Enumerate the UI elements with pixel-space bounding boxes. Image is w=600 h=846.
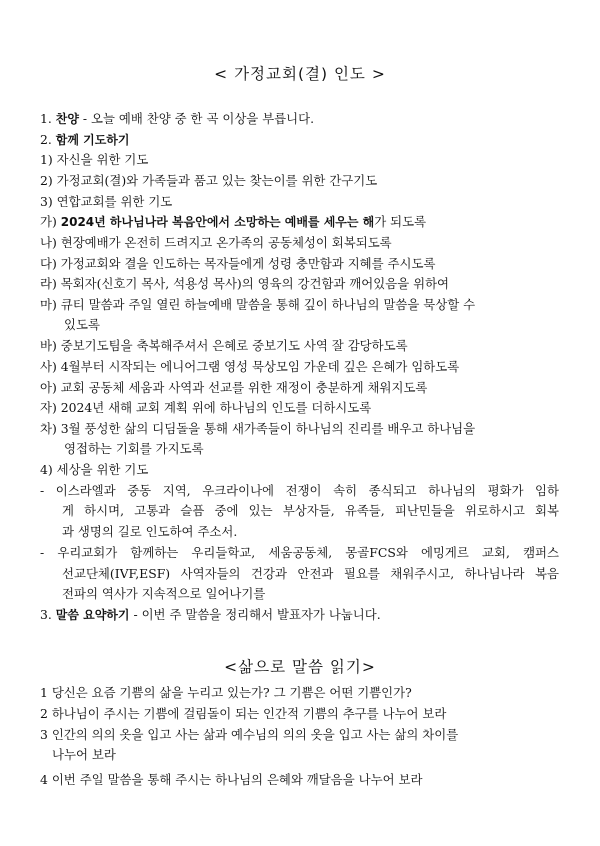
item-number: 1.: [40, 111, 56, 126]
prayer-world-2-cont: 선교단체(IVF,ESF) 사역자들의 건강과 안전과 필요를 채워주시고, 하나님나라 복음: [62, 566, 559, 581]
prayer-church-ja: 자) 2024년 새해 교회 계획 위에 하나님의 인도를 더하시도록: [40, 400, 372, 415]
prayer-self: 1) 자신을 위한 기도: [40, 152, 149, 167]
item-heading: 함께 기도하기: [55, 133, 130, 147]
item-text: - 이번 주 말씀을 정리해서 발표자가 나눕니다.: [129, 607, 381, 622]
reading-question-3-cont: 나누어 보라: [52, 747, 116, 762]
prayer-world: 4) 세상을 위한 기도: [40, 462, 149, 477]
prayer-church-cha: 차) 3월 풍성한 삶의 디딤돌을 통해 새가족들이 하나님의 진리를 배우고 하나님을: [40, 421, 476, 436]
guide-item-1: [40, 111, 314, 127]
prayer-church-ga: [40, 214, 426, 230]
prayer-church-ma: 마) 큐티 말씀과 주일 열린 하늘예배 말씀을 통해 깊이 하나님의 말씀을 묵상할 수: [40, 297, 476, 312]
item-text: - 오늘 예배 찬양 중 한 곡 이상을 부릅니다.: [78, 111, 315, 126]
prayer-church-da: 다) 가정교회와 결을 인도하는 목자들에게 성령 충만함과 지혜를 주시도록: [40, 256, 436, 271]
reading-question-1: 1 당신은 요즘 기쁨의 삶을 누리고 있는가? 그 기쁨은 어떤 기쁨인가?: [40, 685, 412, 700]
prayer-church-na: 나) 현장예배가 온전히 드려지고 온가족의 공동체성이 회복되도록: [40, 235, 392, 250]
prayer-church: 3) 연합교회를 위한 기도: [40, 194, 173, 209]
reading-question-2: 2 하나님이 주시는 기쁨에 걸림돌이 되는 인간적 기쁨의 추구를 나누어 보라: [40, 706, 447, 721]
prayer-world-2-end: 전파의 역사가 지속적으로 일어나기를: [62, 586, 266, 601]
reading-question-3: 3 인간의 의의 옷을 입고 사는 삶과 예수님의 의의 옷을 입고 사는 삶의 차이를: [40, 727, 459, 742]
reading-question-4: 4 이번 주일 말씀을 통해 주시는 하나님의 은혜와 깨달음을 나누어 보라: [40, 772, 423, 787]
prayer-family: 2) 가정교회(결)와 가족들과 품고 있는 찾는이를 위한 간구기도: [40, 173, 378, 188]
prayer-church-a: 아) 교회 공동체 세움과 사역과 선교를 위한 재정이 충분하게 채워지도록: [40, 380, 428, 395]
prayer-world-1-end: 과 생명의 길로 인도하여 주소서.: [62, 524, 238, 539]
item-heading: 찬양: [55, 112, 79, 126]
prayer-church-sa: 사) 4월부터 시작되는 에니어그램 영성 묵상모임 가운데 깊은 은혜가 임하도록: [40, 359, 460, 374]
item-highlight: 2024년 하나님나라 복음안에서 소망하는 예배를 세우는 해: [60, 215, 375, 229]
prayer-church-ba: 바) 중보기도팀을 축복해주셔서 은혜로 중보기도 사역 잘 감당하도록: [40, 338, 408, 353]
prayer-church-ra: 라) 목회자(신호기 목사, 석용성 목사)의 영육의 강건함과 깨어있음을 위하여: [40, 276, 450, 291]
item-text: 가 되도록: [374, 214, 427, 229]
prayer-church-cha-cont: 영접하는 기회를 가지도록: [64, 441, 204, 456]
prayer-world-1-cont: 게 하시며, 고통과 슬픔 중에 있는 부상자들, 유족들, 피난민들을 위로하시고 회복: [62, 503, 559, 518]
reading-title: <삶으로 말씀 읽기>: [224, 658, 376, 676]
prayer-church-ma-cont: 있도록: [64, 317, 100, 332]
prayer-world-2: - 우리교회가 함께하는 우리들학교, 세움공동체, 몽골FCS와 에밍게르 교회, 캠퍼스: [40, 545, 559, 560]
item-prefix: 가): [40, 214, 61, 229]
item-number: 3.: [40, 607, 56, 622]
guide-item-3: [40, 607, 381, 623]
guide-item-2: [40, 132, 130, 148]
item-heading: 말씀 요약하기: [55, 608, 130, 622]
prayer-world-1: - 이스라엘과 중동 지역, 우크라이나에 전쟁이 속히 종식되고 하나님의 평화가 임하: [40, 483, 559, 498]
guide-title: < 가정교회(결) 인도 >: [214, 65, 386, 83]
item-number: 2.: [40, 132, 56, 147]
